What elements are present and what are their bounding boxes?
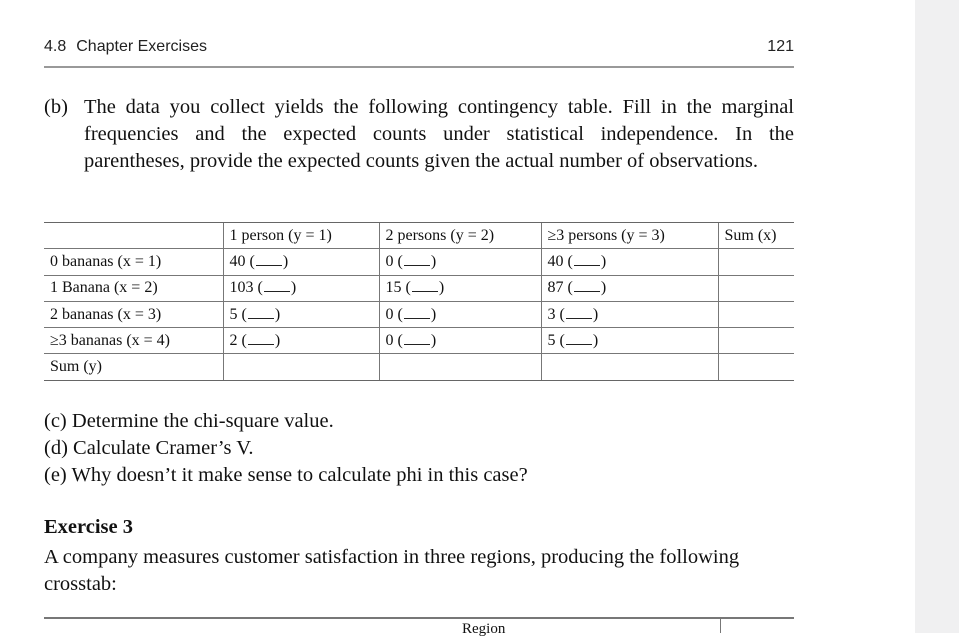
table-cell: 15 ( ) <box>379 275 541 301</box>
row-label: Sum (y) <box>44 354 223 380</box>
section-number: 4.8 <box>44 38 67 55</box>
table-cell: 2 ( ) <box>223 328 379 354</box>
question-item: (d) Calculate Cramer’s V. <box>44 437 254 459</box>
table-cell: 5 ( ) <box>223 301 379 327</box>
contingency-table <box>44 222 794 381</box>
table-column-divider <box>720 617 721 633</box>
sum-cell <box>718 275 794 301</box>
part-b <box>44 94 794 175</box>
row-label: 1 Banana (x = 2) <box>44 275 223 301</box>
sum-cell <box>379 354 541 380</box>
header-cell: Sum (x) <box>718 223 794 249</box>
side-panel <box>915 0 959 633</box>
sum-cell <box>718 328 794 354</box>
sum-cell <box>718 249 794 275</box>
table-cell: 3 ( ) <box>541 301 718 327</box>
sum-cell <box>541 354 718 380</box>
sum-row <box>44 354 794 380</box>
table-cell: 103 ( ) <box>223 275 379 301</box>
part-b-label: (b) <box>44 96 68 118</box>
table-row <box>44 249 794 275</box>
table-cell: 0 ( ) <box>379 328 541 354</box>
header-cell: 2 persons (y = 2) <box>379 223 541 249</box>
table-cell: 0 ( ) <box>379 301 541 327</box>
exercise-text: A company measures customer satisfaction in three regions, producing the following crosstab: <box>44 546 740 595</box>
table-cell: 40 ( ) <box>223 249 379 275</box>
header-section <box>44 38 207 56</box>
page-number: 121 <box>767 38 794 55</box>
header-rule <box>44 66 794 68</box>
row-label: 2 bananas (x = 3) <box>44 301 223 327</box>
table-cell: 0 ( ) <box>379 249 541 275</box>
row-label: ≥3 bananas (x = 4) <box>44 328 223 354</box>
table-cell: 40 ( ) <box>541 249 718 275</box>
table-row <box>44 328 794 354</box>
sum-cell <box>223 354 379 380</box>
question-list <box>44 408 794 489</box>
sum-cell <box>718 354 794 380</box>
table-row <box>44 301 794 327</box>
header-cell: ≥3 persons (y = 3) <box>541 223 718 249</box>
region-header: Region <box>462 621 506 637</box>
running-header <box>44 38 794 58</box>
table-top-rule <box>44 617 794 619</box>
question-item: (e) Why doesn’t it make sense to calculate phi in this case? <box>44 464 528 486</box>
section-title: Chapter Exercises <box>76 38 207 55</box>
header-cell-blank <box>44 223 223 249</box>
question-item: (c) Determine the chi-square value. <box>44 410 334 432</box>
sum-cell <box>718 301 794 327</box>
table-cell: 87 ( ) <box>541 275 718 301</box>
part-b-text: The data you collect yields the following contingency table. Fill in the marginal frequencies and the expected counts under statistical independence. In the parentheses, provide the expected counts given the actual number of observations. <box>84 96 794 172</box>
book-page <box>44 0 794 637</box>
exercise-title: Exercise 3 <box>44 516 133 538</box>
table-header-row <box>44 223 794 249</box>
table-cell: 5 ( ) <box>541 328 718 354</box>
row-label: 0 bananas (x = 1) <box>44 249 223 275</box>
header-cell: 1 person (y = 1) <box>223 223 379 249</box>
table-row <box>44 275 794 301</box>
